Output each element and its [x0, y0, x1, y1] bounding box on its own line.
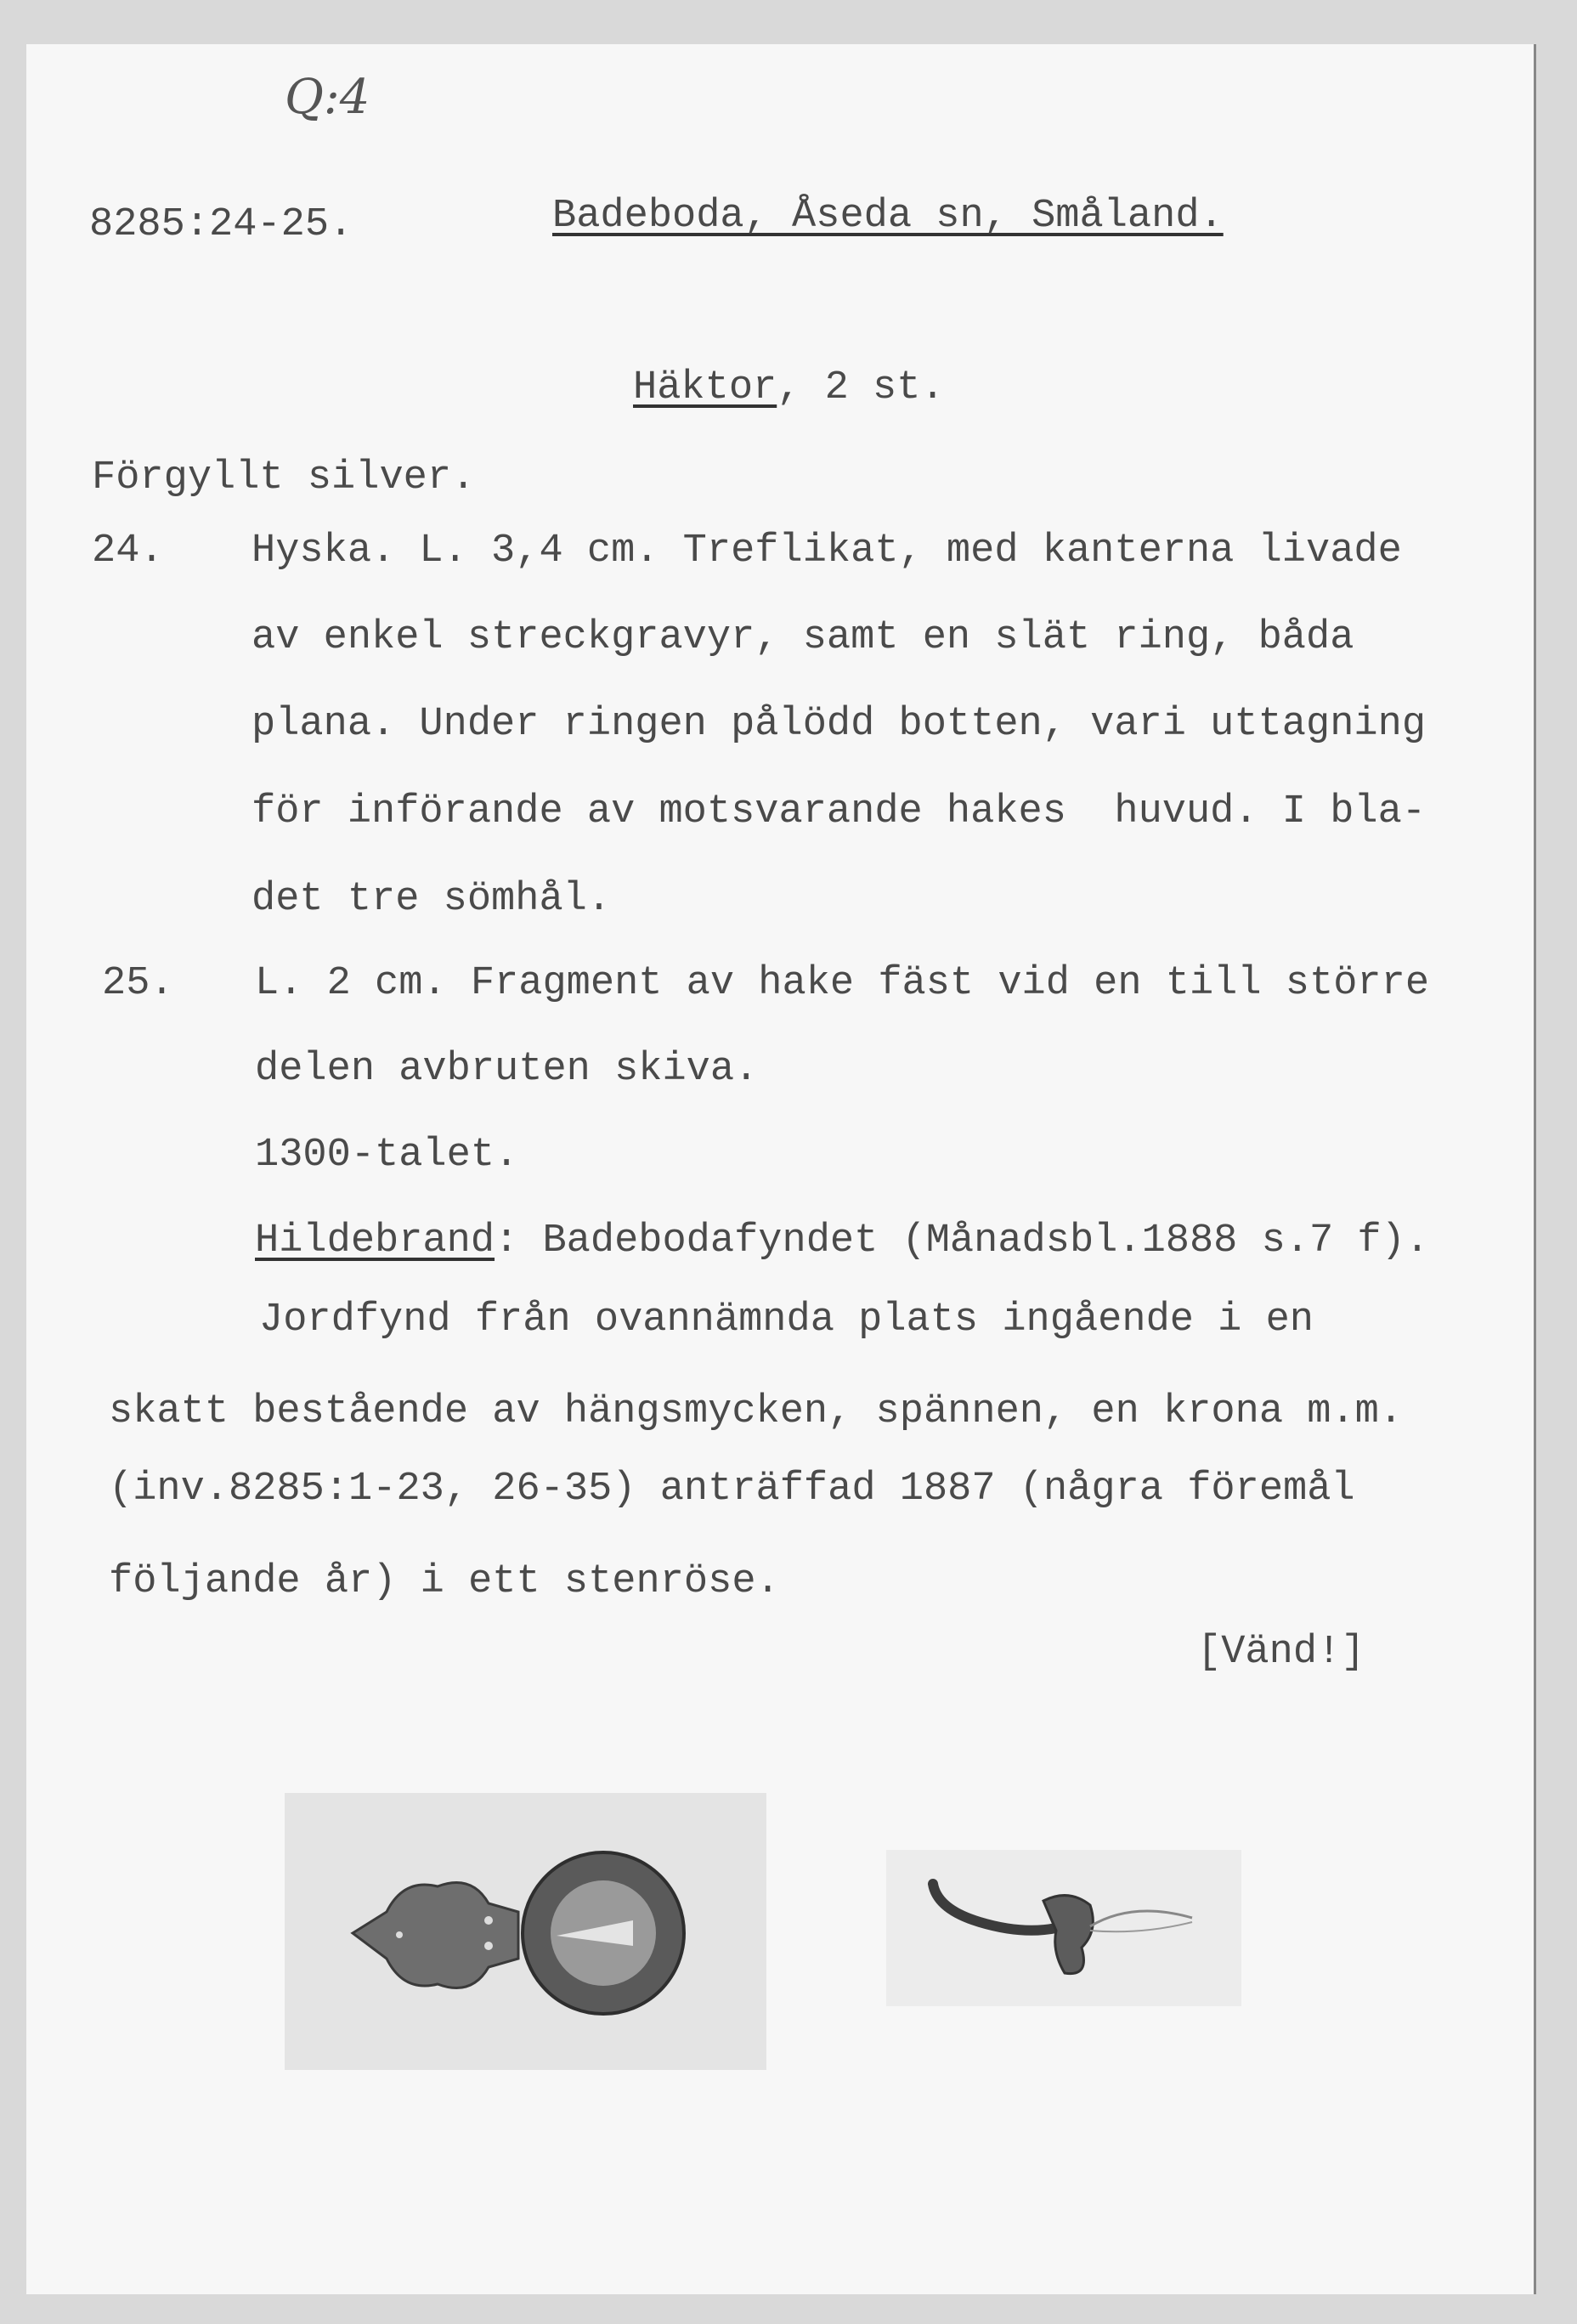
item-number: 24. — [92, 529, 164, 574]
dating: 1300-talet. — [255, 1133, 519, 1178]
find-context-line: skatt bestående av hängsmycken, spännen, en krona m.m. — [109, 1389, 1404, 1434]
item-line: av enkel streckgravyr, samt en slät ring, båda — [252, 615, 1354, 660]
material: Förgyllt silver. — [92, 455, 476, 500]
object-count: , 2 st. — [777, 365, 945, 410]
item-line: plana. Under ringen pålödd botten, vari uttagning — [252, 702, 1427, 747]
find-context-line: (inv.8285:1-23, 26-35) anträffad 1887 (några föremål — [109, 1467, 1355, 1512]
photo-hook-fragment — [886, 1850, 1241, 2006]
reference-author: Hildebrand — [255, 1219, 495, 1264]
handwritten-mark: Q:4 — [285, 70, 370, 125]
location: Badeboda, Åseda sn, Småland. — [552, 194, 1224, 239]
object-heading — [633, 363, 945, 414]
item-line: det tre sömhål. — [252, 877, 612, 922]
inventory-number: 8285:24-25. — [89, 202, 353, 247]
find-context-line: följande år) i ett stenröse. — [109, 1559, 780, 1604]
item-number: 25. — [102, 961, 174, 1006]
item-line: för införande av motsvarande hakes huvud. I bla- — [252, 789, 1427, 834]
item-line: Hyska. L. 3,4 cm. Treflikat, med kanterna livade — [252, 529, 1402, 574]
item-line: L. 2 cm. Fragment av hake fäst vid en till större — [255, 961, 1430, 1006]
reference — [255, 1216, 1429, 1267]
object-title: Häktor — [633, 365, 777, 410]
clasp-eye-image — [285, 1793, 766, 2070]
item-line: delen avbruten skiva. — [255, 1047, 759, 1092]
hook-fragment-image — [886, 1850, 1241, 2006]
photo-hook-eye — [285, 1793, 766, 2070]
find-context-line: Jordfynd från ovannämnda plats ingående i en — [259, 1298, 1314, 1343]
turn-note: [Vänd!] — [1197, 1630, 1365, 1675]
reference-text: : Badebodafyndet (Månadsbl.1888 s.7 f). — [495, 1219, 1430, 1264]
